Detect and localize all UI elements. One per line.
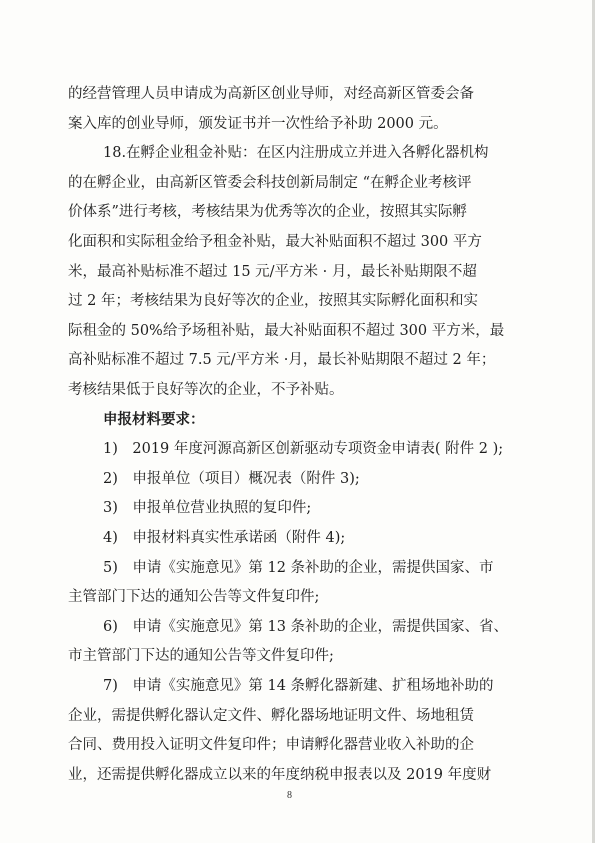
body-line: 的在孵企业，由高新区管委会科技创新局制定 “在孵企业考核评 <box>68 175 472 191</box>
page-number: 8 <box>287 790 292 801</box>
body-line: 价体系”进行考核，考核结果为优秀等次的企业，按照其实际孵 <box>68 204 467 220</box>
list-item: 3) 申报单位营业执照的复印件; <box>103 500 312 516</box>
list-item: 1) 2019 年度河源高新区创新驱动专项资金申请表( 附件 2 ); <box>103 441 504 457</box>
body-line: 考核结果低于良好等次的企业，不予补贴。 <box>68 382 344 398</box>
list-item: 6) 申请《实施意见》第 13 条补助的企业，需提供国家、省、 <box>103 619 509 635</box>
body-line: 化面积和实际租金给予租金补贴，最大补贴面积不超过 300 平方 <box>68 234 482 250</box>
body-line: 的经营管理人员申请成为高新区创业导师，对经高新区管委会备 <box>68 86 474 102</box>
body-line: 案入库的创业导师，颁发证书并一次性给予补助 2000 元。 <box>68 116 448 132</box>
body-line: 际租金的 50%给予场租补贴，最大补贴面积不超过 300 平方米，最 <box>68 323 505 339</box>
list-item: 4) 申报材料真实性承诺函（附件 4); <box>103 530 346 546</box>
list-item-continuation: 市主管部门下达的通知公告等文件复印件; <box>68 648 334 664</box>
list-item-continuation: 业，还需提供孵化器成立以来的年度纳税申报表以及 2019 年度财 <box>68 767 492 783</box>
materials-heading: 申报材料要求： <box>103 411 205 428</box>
list-item-continuation: 主管部门下达的通知公告等文件复印件; <box>68 589 320 605</box>
list-item: 7) 申请《实施意见》第 14 条孵化器新建、扩租场地补助的 <box>103 678 494 694</box>
list-item-continuation: 合同、费用投入证明文件复印件；申请孵化器营业收入补助的企 <box>68 737 474 753</box>
body-line: 过 2 年；考核结果为良好等次的企业，按照其实际孵化面积和实 <box>68 293 478 309</box>
body-line: 米，最高补贴标准不超过 15 元/平方米 · 月，最长补贴期限不超 <box>68 264 477 280</box>
list-item: 5) 申请《实施意见》第 12 条补助的企业，需提供国家、市 <box>103 560 494 576</box>
section-18-heading: 18.在孵企业租金补贴：在区内注册成立并进入各孵化器机构 <box>103 145 489 161</box>
body-line: 高补贴标准不超过 7.5 元/平方米 ·月，最长补贴期限不超过 2 年； <box>68 352 496 368</box>
list-item-continuation: 企业，需提供孵化器认定文件、孵化器场地证明文件、场地租赁 <box>68 708 474 724</box>
list-item: 2) 申报单位（项目）概况表（附件 3); <box>103 471 360 487</box>
